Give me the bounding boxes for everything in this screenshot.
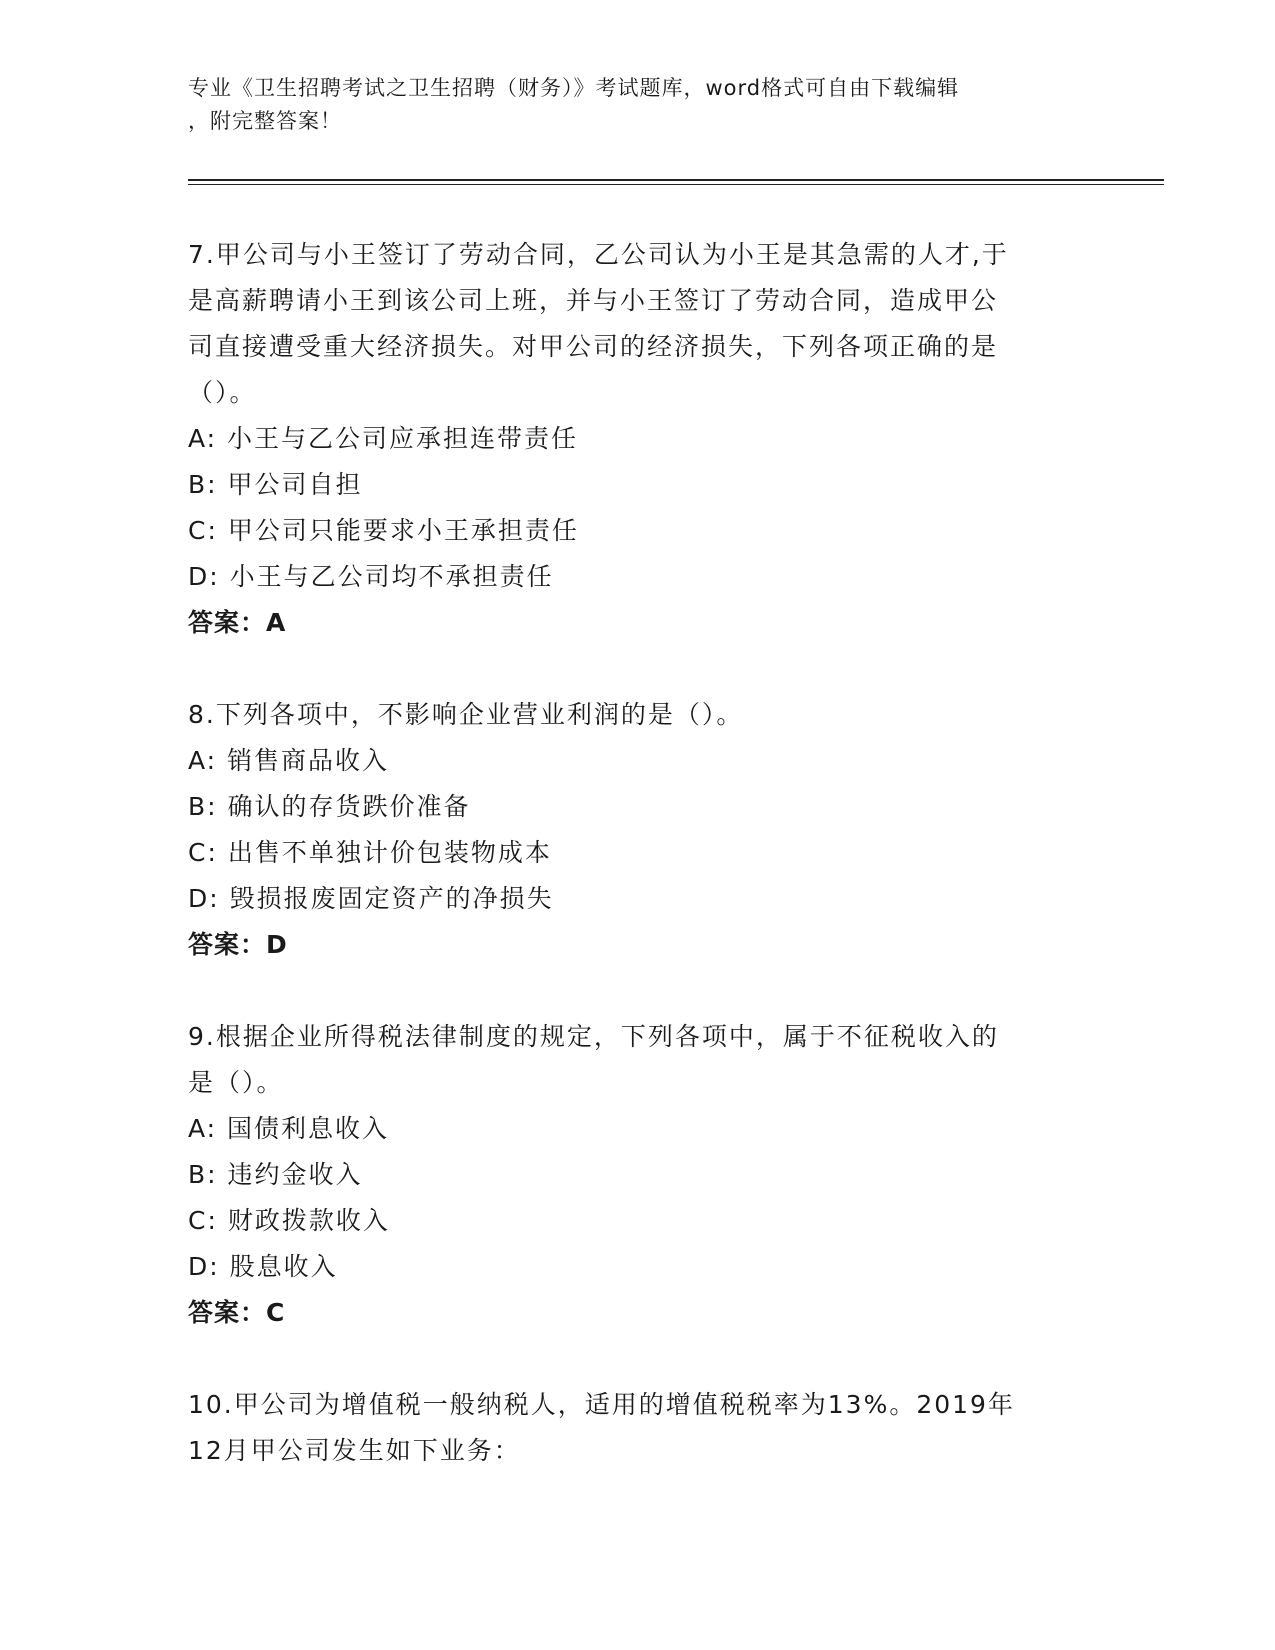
document-header (188, 72, 1068, 138)
header-divider (188, 179, 1164, 185)
option-b: B: 甲公司自担 (188, 470, 363, 499)
option-b: B: 确认的存货跌价准备 (188, 792, 471, 821)
option-c: C: 财政拨款收入 (188, 1206, 390, 1235)
stem-line: 9.根据企业所得税法律制度的规定，下列各项中，属于不征税收入的 (188, 1022, 999, 1051)
question-stem (188, 692, 1088, 738)
stem-line: 司直接遭受重大经济损失。对甲公司的经济损失，下列各项正确的是 (188, 332, 999, 361)
header-line-1: 专业《卫生招聘考试之卫生招聘（财务）》考试题库，word格式可自由下载编辑 (188, 76, 960, 100)
question-7 (188, 232, 1088, 646)
option-a: A: 销售商品收入 (188, 746, 390, 775)
question-10 (188, 1382, 1088, 1474)
answer-label: 答案：C (188, 1298, 286, 1327)
spacer (188, 646, 1088, 692)
option-c: C: 出售不单独计价包装物成本 (188, 838, 552, 867)
stem-line: 8.下列各项中，不影响企业营业利润的是（）。 (188, 700, 744, 729)
question-9 (188, 1014, 1088, 1336)
stem-line: （）。 (188, 378, 257, 407)
stem-line: 10.甲公司为增值税一般纳税人，适用的增值税税率为13%。2019年 (188, 1390, 1015, 1419)
spacer (188, 1336, 1088, 1382)
header-line-2: ，附完整答案！ (188, 109, 342, 133)
question-stem (188, 1014, 1088, 1106)
question-8 (188, 692, 1088, 968)
answer-label: 答案：A (188, 608, 287, 637)
question-stem (188, 1382, 1088, 1474)
option-a: A: 国债利息收入 (188, 1114, 390, 1143)
question-list (188, 232, 1088, 1474)
option-c: C: 甲公司只能要求小王承担责任 (188, 516, 579, 545)
stem-line: 12月甲公司发生如下业务： (188, 1436, 521, 1465)
option-d: D: 毁损报废固定资产的净损失 (188, 884, 554, 913)
spacer (188, 968, 1088, 1014)
question-stem (188, 232, 1088, 416)
option-a: A: 小王与乙公司应承担连带责任 (188, 424, 579, 453)
stem-line: 是高薪聘请小王到该公司上班，并与小王签订了劳动合同，造成甲公 (188, 286, 999, 315)
option-b: B: 违约金收入 (188, 1160, 363, 1189)
answer-label: 答案：D (188, 930, 288, 959)
option-d: D: 小王与乙公司均不承担责任 (188, 562, 554, 591)
stem-line: 是（）。 (188, 1068, 284, 1097)
stem-line: 7.甲公司与小王签订了劳动合同，乙公司认为小王是其急需的人才,于 (188, 240, 1009, 269)
option-d: D: 股息收入 (188, 1252, 338, 1281)
